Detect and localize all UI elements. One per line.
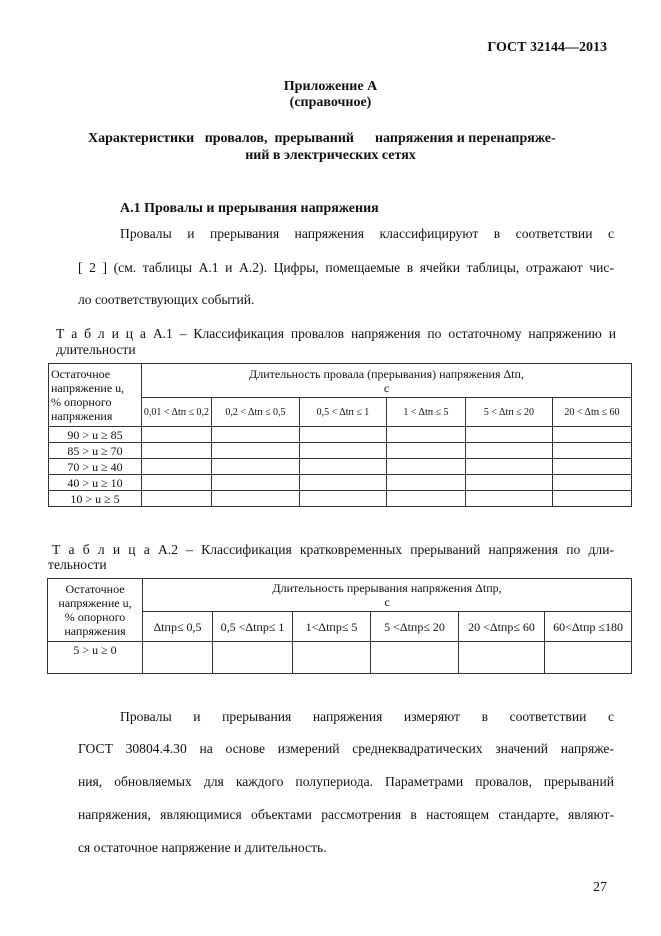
table2-caption-line1: Т а б л и ц а А.2 – Классификация кратковременных прерываний напряжения по дли-	[52, 542, 614, 557]
table-cell	[387, 459, 466, 475]
table1-col-header: 0,01 < Δtп ≤ 0,2	[142, 398, 212, 427]
table-cell	[212, 443, 300, 459]
table2-span-header-line1: Длительность прерывания напряжения Δtпр,	[272, 581, 502, 595]
para1-line3: ло соответствующих событий.	[78, 292, 255, 307]
table-cell	[553, 475, 632, 491]
table1-row-header-line1: Остаточное	[51, 367, 111, 381]
para2-line1: Провалы и прерывания напряжения измеряют в соответствии с	[120, 709, 614, 724]
table1-col-header: 5 < Δtп ≤ 20	[466, 398, 553, 427]
para2-line2: ГОСТ 30804.4.30 на основе измерений среднеквадратических значений напряже-	[78, 741, 614, 756]
table-cell	[142, 475, 212, 491]
table2-row-header-line1: Остаточное	[65, 582, 125, 596]
table-a1	[48, 363, 632, 507]
table1-row-label: 85 > u ≥ 70	[49, 443, 142, 459]
table-row	[49, 459, 632, 475]
table2-col-header: 1<Δtпр≤ 5	[293, 612, 371, 642]
table-cell	[212, 459, 300, 475]
annex-heading-line1: Характеристики провалов, прерываний напряжения и перенапряже-	[88, 131, 556, 146]
para1-line2: [ 2 ] (см. таблицы А.1 и А.2). Цифры, помещаемые в ячейки таблицы, отражают чис-	[78, 260, 614, 275]
table-cell	[387, 475, 466, 491]
table-cell	[300, 427, 387, 443]
table-cell	[142, 443, 212, 459]
table2-row-header-line4: напряжения	[64, 624, 126, 638]
table-row	[49, 491, 632, 507]
table-cell	[459, 642, 545, 674]
table1-row-label: 10 > u ≥ 5	[49, 491, 142, 507]
table-cell	[545, 642, 632, 674]
table-cell	[300, 491, 387, 507]
table-cell	[142, 491, 212, 507]
table1-span-header	[142, 364, 632, 398]
table1-caption-line2: длительности	[56, 342, 136, 357]
page-number: 27	[593, 880, 607, 895]
table1-row-label: 40 > u ≥ 10	[49, 475, 142, 491]
table-cell	[466, 491, 553, 507]
table-cell	[300, 459, 387, 475]
table-cell	[212, 427, 300, 443]
table-cell	[387, 491, 466, 507]
table-cell	[466, 459, 553, 475]
table-cell	[212, 491, 300, 507]
table-cell	[553, 427, 632, 443]
section-title: А.1 Провалы и прерывания напряжения	[120, 201, 379, 216]
table-row	[49, 475, 632, 491]
table-cell	[466, 427, 553, 443]
table-cell	[213, 642, 293, 674]
para2-line5: ся остаточное напряжение и длительность.	[78, 840, 327, 855]
table-cell	[300, 443, 387, 459]
table2-col-header: 0,5 <Δtпр≤ 1	[213, 612, 293, 642]
table1-row-header	[49, 364, 142, 427]
table1-col-header: 1 < Δtп ≤ 5	[387, 398, 466, 427]
table2-col-header: 20 <Δtпр≤ 60	[459, 612, 545, 642]
table-row	[49, 427, 632, 443]
table1-col-header: 0,2 < Δtп ≤ 0,5	[212, 398, 300, 427]
table-cell	[212, 475, 300, 491]
table-cell	[466, 443, 553, 459]
table2-span-header	[143, 579, 632, 612]
table1-span-header-line2: с	[383, 380, 390, 395]
table2-col-header: Δtпр≤ 0,5	[143, 612, 213, 642]
table2-caption-line2: тельности	[48, 557, 107, 572]
annex-title: Приложение А	[283, 79, 378, 94]
table1-row-header-line4: напряжения	[51, 409, 113, 423]
table1-row-label: 90 > u ≥ 85	[49, 427, 142, 443]
table-cell	[553, 443, 632, 459]
annex-heading-line2: ний в электрических сетях	[245, 148, 416, 163]
para1-line1: Провалы и прерывания напряжения классифицируют в соответствии с	[120, 226, 614, 241]
table1-row-label: 70 > u ≥ 40	[49, 459, 142, 475]
table1-col-header: 0,5 < Δtп ≤ 1	[300, 398, 387, 427]
annex-subtitle: (справочное)	[289, 95, 372, 110]
table-row	[48, 642, 632, 674]
table2-row-header-line2: напряжение u,	[58, 596, 132, 610]
table-cell	[553, 491, 632, 507]
table-cell	[300, 475, 387, 491]
table2-row-label: 5 > u ≥ 0	[48, 642, 143, 674]
document-code: ГОСТ 32144—2013	[487, 40, 607, 55]
table2-span-header-line2: с	[384, 595, 390, 609]
table1-span-header-line1: Длительность провала (прерывания) напряжения Δtп,	[249, 366, 524, 381]
table-cell	[142, 459, 212, 475]
table-row	[49, 443, 632, 459]
table-cell	[387, 443, 466, 459]
para2-line4: напряжения, являющимися объектами рассмотрения в настоящем стандарте, являют-	[78, 807, 614, 822]
table-cell	[293, 642, 371, 674]
table-a2	[47, 578, 632, 674]
table2-col-header: 60<Δtпр ≤180	[545, 612, 632, 642]
table-cell	[553, 459, 632, 475]
table1-row-header-line3: % опорного	[51, 395, 112, 409]
table-cell	[143, 642, 213, 674]
para2-line3: ния, обновляемых для каждого полупериода. Параметрами провалов, прерываний	[78, 774, 614, 789]
table2-col-header: 5 <Δtпр≤ 20	[371, 612, 459, 642]
table-cell	[371, 642, 459, 674]
table2-row-header-line3: % опорного	[64, 610, 126, 624]
table-cell	[387, 427, 466, 443]
table1-caption-line1: Т а б л и ц а А.1 – Классификация провалов напряжения по остаточному напряжению и	[56, 326, 616, 341]
table-cell	[466, 475, 553, 491]
table1-row-header-line2: напряжение u,	[51, 381, 125, 395]
table2-row-header	[48, 579, 143, 642]
table1-col-header: 20 < Δtп ≤ 60	[553, 398, 632, 427]
table-cell	[142, 427, 212, 443]
